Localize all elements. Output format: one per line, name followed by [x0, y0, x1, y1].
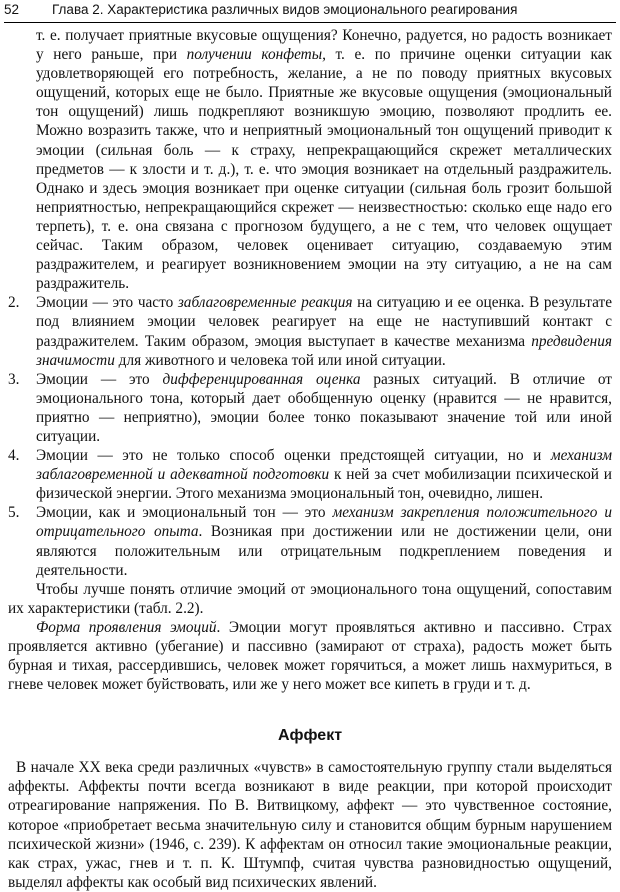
text-run: т. е. по причине оценки ситуации как удовлетворяющей его потребность, желание, а не по поводу приятных вкусовых ощущений, которых еще не было. Приятные же вкусовые ощущения (эмоциональный тон ощущений) лишь подкрепляют возникшую эмоцию, позволяют продлить ее. Можно возразить также, что и неприятный эмоциональный тон ощущений приводит к эмоции (сильная боль — к страху, непрекращающийся скрежет металлических предметов — к злости и т. д.), т. е. что эмоция возникает на отдельный раздражитель. Однако и здесь эмоция возникает при оценке ситуации (сильная боль грозит большой неприятностью, непрекращающийся скрежет — неизвестностью: сколько еще надо его терпеть), т. е. она связана с прогнозом будущего, а не с тем, что человек ощущает сейчас. Таким образом, человек оценивает ситуацию, создаваемую этим раздражителем, и реагирует возникновением эмоции на эту ситуацию, а не на сам раздражитель. [36, 46, 612, 293]
item-number: 3. [8, 370, 20, 388]
italic-run: дифференцированная оценка [162, 370, 361, 388]
item-1-continuation [8, 26, 612, 293]
text-run: Эмоции — это [36, 370, 163, 388]
list-item [8, 503, 612, 579]
running-header [4, 0, 616, 23]
page-body [8, 26, 612, 892]
affect-paragraph: В начале XX века среди различных «чувств» в самостоятельную группу стали выделяться аффекты. Аффекты почти всегда возникают в виде реакции, при которой происходит отреагирование напряжения. По В. Витвицкому, аффект — это чувственное состояние, которое «приобретает весьма значительную силу и становится общим бурным нарушением психической жизни» (1946, с. 239). К аффектам он относил такие эмоциональные реакции, как страх, ужас, гнев и т. п. К. Штумпф, считая чувства разновидностью ощущений, выделял аффекты как особый вид психических явлений. [8, 759, 612, 891]
text-run: . Возникая при достижении или не достижении цели, они являются положительным или отрицательным подкреплением поведения и деятельности. [36, 523, 612, 579]
text-run: Эмоции, как и эмоциональный тон — это [36, 504, 333, 522]
item-number: 2. [8, 294, 20, 312]
list-item [8, 293, 612, 369]
page-number: 52 [4, 2, 20, 17]
text-run: разных ситуаций. В отличие от эмоционального тона, который дает обобщенную оценку (нравится — не нравится, приятно — неприятно), эмоции более тонко показывают значение той или иной ситуации. [36, 370, 612, 445]
italic-run: механизм заблаговременной и адекватной подготовки [36, 447, 612, 484]
item-number: 4. [8, 447, 20, 465]
italic-run: предвидения значимости [36, 332, 612, 369]
italic-run: заблаговременные реакция [177, 294, 353, 312]
compare-paragraph: Чтобы лучше понять отличие эмоций от эмоционального тона ощущений, сопоставим их характеристики (табл. 2.2). [8, 580, 612, 617]
text-run: Эмоции — это не только способ оценки предстоящей ситуации, но и [36, 447, 551, 465]
text-run: . Эмоции могут проявляться активно и пассивно. Страх проявляется активно (убегание) и пассивно (замирают от страха), радость может быть бурная и тихая, рассердившись, человек может горячиться, а может лишь нахмуриться, в гневе человек может буйствовать, или же у него может все кипеть в груди и т. д. [8, 618, 612, 694]
text-run: т. е. получает приятные вкусовые ощущения? Конечно, радуется, но радость возникает у него раньше, при [36, 27, 612, 64]
text-run: к ней за счет мобилизации психической и физической энергии. Этого механизма эмоциональный тон, очевидно, лишен. [36, 466, 612, 503]
italic-run: получении конфеты, [186, 46, 326, 64]
list-item [8, 446, 612, 503]
text-run: Эмоции — это часто [36, 294, 178, 312]
italic-run: механизм закрепления положительного и отрицательного опыта [36, 504, 612, 541]
section-heading: Аффект [277, 727, 343, 745]
list-item [8, 370, 612, 446]
text-run: на ситуацию и ее оценка. В результате под влиянием эмоции человек реагирует на еще не наступивший контакт с раздражителем. Таким образом, эмоция выступает в качестве механизма [36, 294, 613, 350]
italic-run: Форма проявления эмоций [36, 618, 217, 636]
forma-paragraph [8, 618, 612, 694]
text-run: для животного и человека той или иной ситуации. [114, 351, 446, 369]
chapter-title: Глава 2. Характеристика различных видов эмоционального реагирования [52, 2, 518, 17]
item-number: 5. [8, 504, 20, 522]
